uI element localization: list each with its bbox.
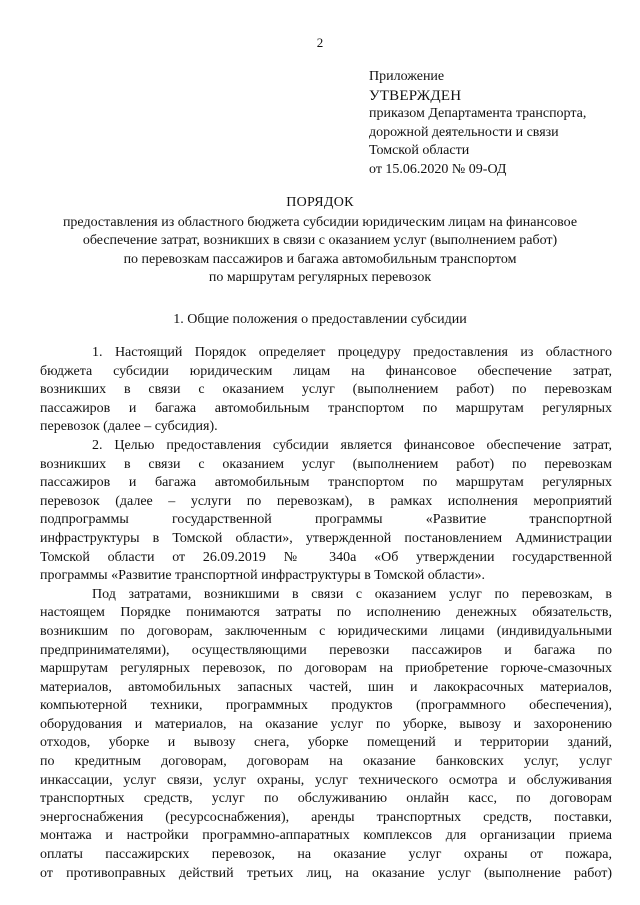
- page-number: 2: [316, 35, 324, 50]
- body-line: оплаты пассажирских перевозок, на оказание услуг охраны от пожара,: [40, 847, 612, 863]
- approval-date-number: от 15.06.2020 № 09-ОД: [369, 161, 507, 177]
- body-line: по кредитным договорам, договорам на оказание банковских услуг, услуг: [40, 754, 612, 770]
- approval-region-line: Томской области: [369, 143, 470, 158]
- approval-approved-label: УТВЕРЖДЕН: [369, 87, 462, 104]
- body-line: материалов, автомобильных запасных частей, шин и лакокрасочных материалов,: [40, 679, 612, 695]
- section-heading: 1. Общие положения о предоставлении субсидии: [173, 312, 467, 327]
- body-line: бюджета субсидии юридическим лицам на финансовое обеспечение затрат,: [40, 363, 612, 379]
- body-line: 1. Настоящий Порядок определяет процедуру предоставления из областного: [92, 345, 612, 360]
- body-line: пассажиров и багажа автомобильным транспортом по маршрутам регулярных: [40, 400, 612, 416]
- document-body: [40, 344, 612, 883]
- body-line: настоящем Порядке понимаются затраты по исполнению денежных обязательств,: [40, 605, 612, 621]
- body-line: возникшим по договорам, заключенным с юридическими лицами (индивидуальными: [40, 623, 612, 639]
- body-line: 2. Целью предоставления субсидии является финансовое обеспечение затрат,: [92, 437, 612, 453]
- approval-order-line: приказом Департамента транспорта,: [369, 106, 587, 121]
- subtitle-line: по перевозкам пассажиров и багажа автомобильным транспортом: [123, 251, 517, 267]
- body-line: отходов, уборке и вывозу снега, уборке помещений и территории зданий,: [40, 735, 612, 751]
- approval-department-line: дорожной деятельности и связи: [369, 124, 559, 140]
- body-line: пассажиров и багажа автомобильным транспортом по маршрутам регулярных: [40, 475, 612, 491]
- body-line: от противоправных действий третьих лиц, на оказание услуг (выполнение работ): [40, 865, 612, 881]
- body-line: подпрограммы государственной программы «Развитие транспортной: [40, 512, 612, 528]
- approval-block: [369, 68, 586, 179]
- body-line: возникших в связи с оказанием услуг (выполнением работ) по перевозкам: [40, 456, 612, 472]
- document-title: ПОРЯДОК: [286, 195, 354, 210]
- body-line: маршрутам регулярных перевозок, по договорам на приобретение горюче-смазочных: [40, 661, 612, 677]
- body-line: инфраструктуры в Томской области», утвержденной постановлением Администрации: [40, 530, 612, 546]
- body-line: программы «Развитие транспортной инфраструктуры в Томской области».: [40, 568, 485, 584]
- subtitle-line: по маршрутам регулярных перевозок: [208, 270, 432, 286]
- subtitle-line: предоставления из областного бюджета субсидии юридическим лицам на финансовое: [62, 215, 578, 230]
- body-line: Под затратами, возникшими в связи с оказанием услуг по перевозкам, в: [92, 586, 612, 602]
- body-line: перевозок (далее – услуги по перевозкам), в рамках исполнения мероприятий: [40, 493, 612, 509]
- body-line: возникших в связи с оказанием услуг (выполнением работ) по перевозкам: [40, 382, 612, 398]
- subtitle-line: обеспечение затрат, возникших в связи с оказанием услуг (выполнением работ): [82, 233, 558, 249]
- body-line: инкассации, услуг связи, услуг охраны, услуг технического осмотра и обслуживания: [40, 772, 612, 788]
- body-line: оборудования и материалов, на оказание услуг по уборке, вывозу и захоронению: [40, 716, 612, 732]
- body-line: предпринимателями), осуществляющими перевозки пассажиров и багажа по: [40, 642, 612, 658]
- document-subtitle: [40, 214, 600, 288]
- body-line: компьютерной техники, программных продуктов (программного обеспечения),: [40, 698, 612, 714]
- approval-annex-label: Приложение: [369, 69, 445, 84]
- body-line: перевозок (далее – субсидия).: [40, 419, 218, 435]
- body-line: монтажа и настройки программно-аппаратных комплексов для организации приема: [40, 828, 612, 844]
- body-line: энергоснабжения (ресурсоснабжения), аренды транспортных средств, поставки,: [40, 809, 612, 825]
- body-line: транспортных средств, услуг по обслуживанию онлайн касс, по договорам: [40, 791, 612, 807]
- body-line: Томской области от 26.09.2019 № 340а «Об утверждении государственной: [40, 549, 612, 565]
